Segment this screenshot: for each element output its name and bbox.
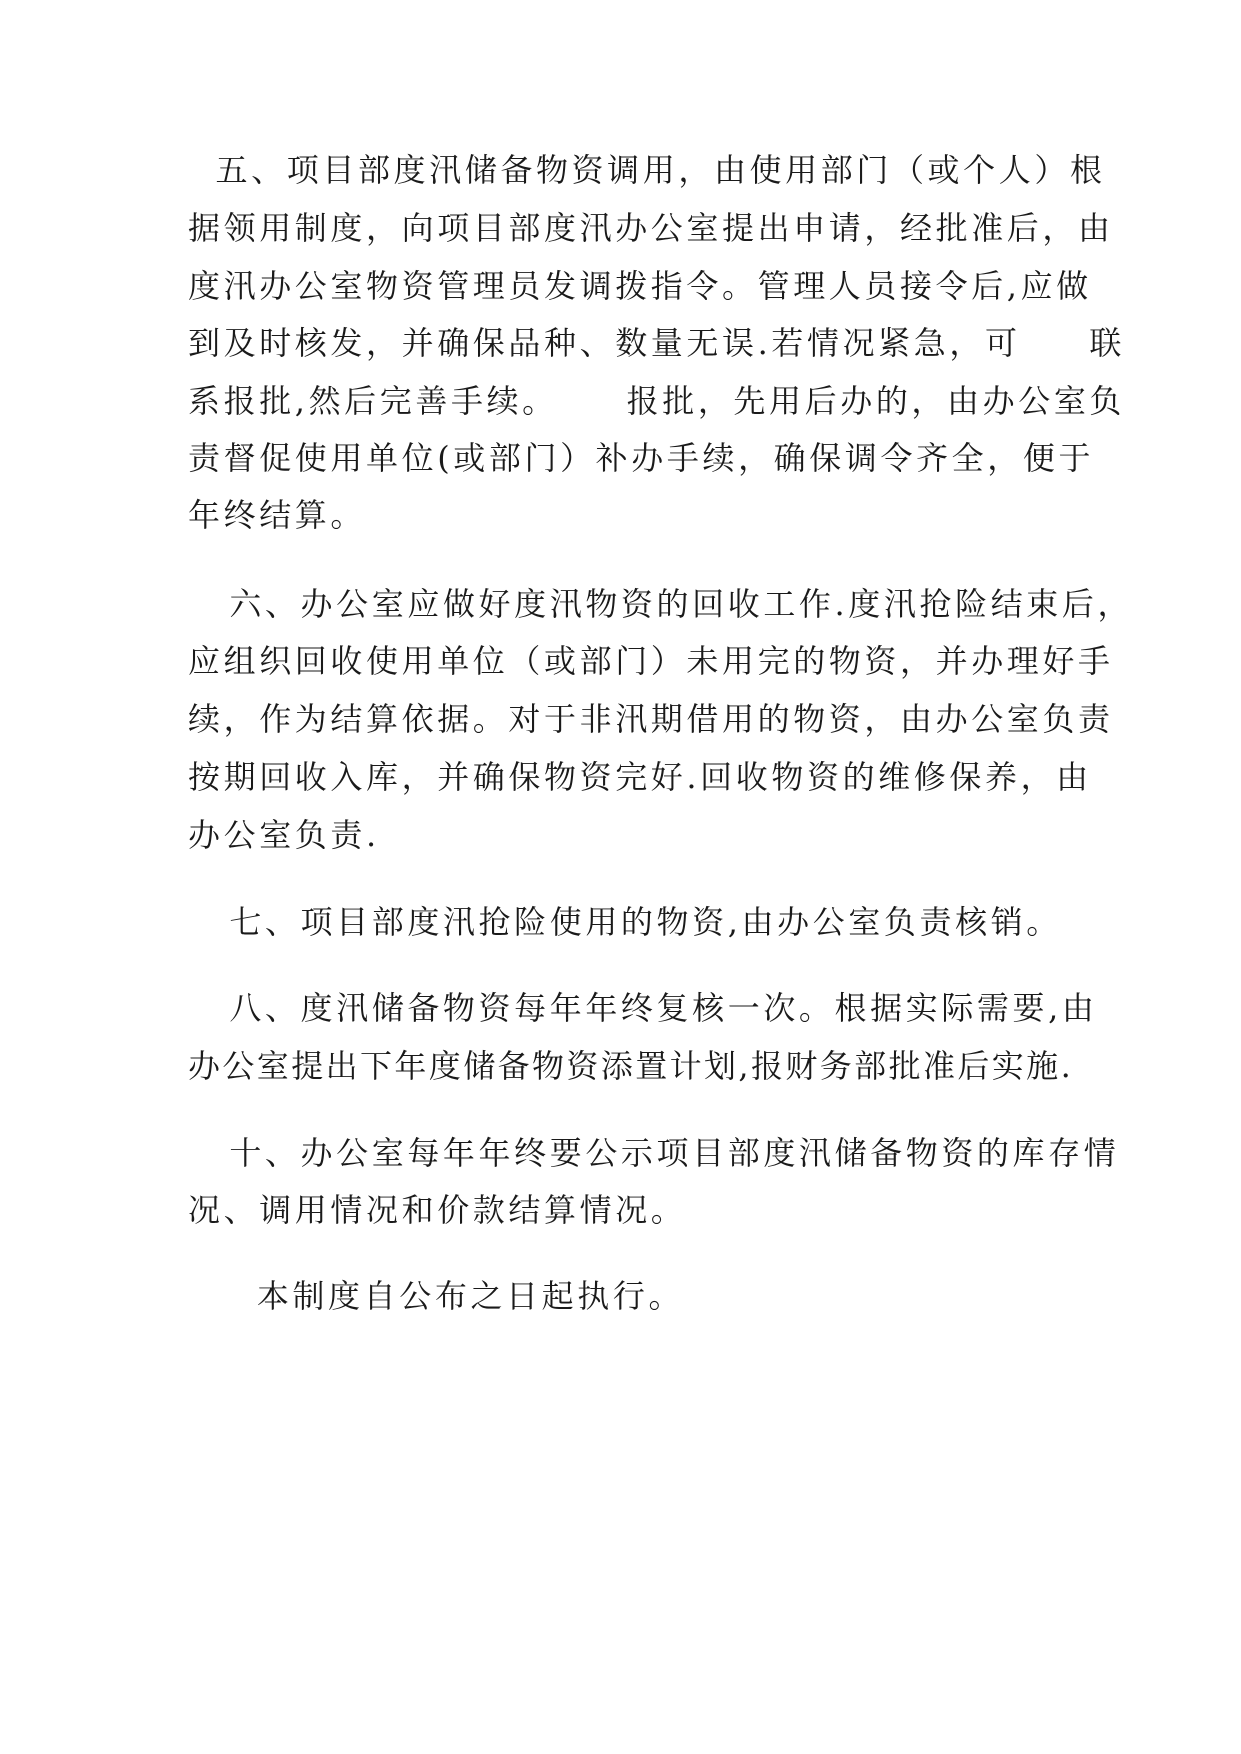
para-6-line-5: 办公室负责.: [188, 816, 380, 854]
para-5-line-6: 责督促使用单位(或部门）补办手续，确保调令齐全，便于: [188, 439, 1095, 477]
para-5-line-3: 度汛办公室物资管理员发调拨指令。管理人员接令后,应做: [188, 267, 1092, 305]
para-6-line-4: 按期回收入库，并确保物资完好.回收物资的维修保养，由: [188, 758, 1092, 796]
para-5-line-7: 年终结算。: [188, 496, 367, 534]
para-8-line-2: 办公室提出下年度储备物资添置计划,报财务部批准后实施.: [188, 1047, 1074, 1085]
para-6-line-2: 应组织回收使用单位（或部门）未用完的物资，并办理好手: [188, 642, 1114, 680]
para-6-line-3: 续，作为结算依据。对于非汛期借用的物资，由办公室负责: [188, 700, 1114, 738]
para-5-line-1: 五、项目部度汛储备物资调用，由使用部门（或个人）根: [188, 151, 1106, 189]
para-5-line-4: 到及时核发，并确保品种、数量无误.若情况紧急，可 联: [188, 324, 1126, 362]
para-10-line-2: 况、调用情况和价款结算情况。: [188, 1191, 687, 1229]
para-5-line-5: 系报批,然后完善手续。 报批，先用后办的，由办公室负: [188, 382, 1126, 420]
para-5-line-2: 据领用制度，向项目部度汛办公室提出申请，经批准后，由: [188, 209, 1114, 247]
para-8-line-1: 八、度汛储备物资每年年终复核一次。根据实际需要,由: [188, 989, 1098, 1027]
para-7-line-1: 七、项目部度汛抢险使用的物资,由办公室负责核销。: [188, 903, 1062, 941]
para-10-line-1: 十、办公室每年年终要公示项目部度汛储备物资的库存情: [188, 1134, 1120, 1172]
para-6-line-1: 六、办公室应做好度汛物资的回收工作.度汛抢险结束后，: [188, 585, 1134, 623]
closing-statement: 本制度自公布之日起执行。: [188, 1277, 685, 1315]
